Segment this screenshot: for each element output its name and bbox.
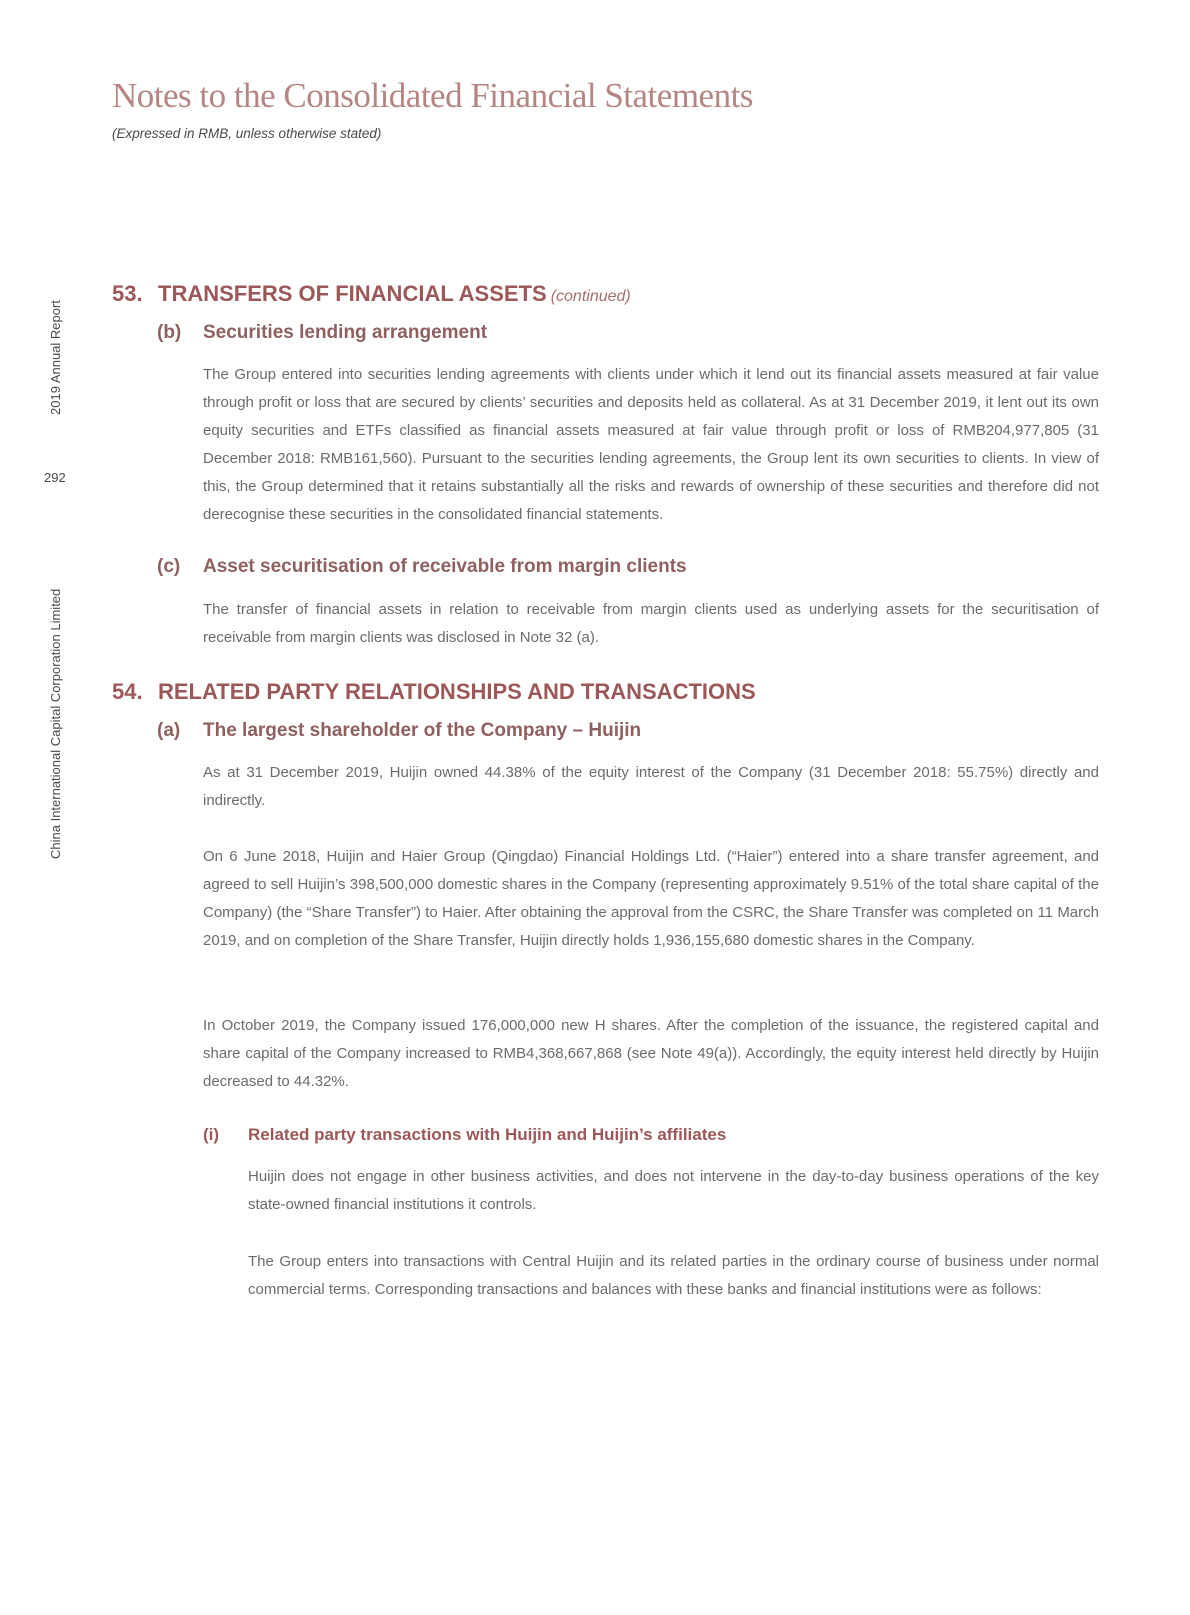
section-54-number: 54. [112,679,143,704]
page-subtitle: (Expressed in RMB, unless otherwise stated) [112,126,382,141]
page-number: 292 [44,470,66,485]
section-54ai-heading [203,1125,726,1145]
section-54a-paragraph-2: On 6 June 2018, Huijin and Haier Group (Qingdao) Financial Holdings Ltd. (“Haier”) entered into a share transfer agreement, and agreed to sell Huijin’s 398,500,000 domestic shares in the Company (representing approximately 9.51% of the total share capital of the Company) (the “Share Transfer”) to Haier. After obtaining the approval from the CSRC, the Share Transfer was completed on 11 March 2019, and on completion of the Share Transfer, Huijin directly holds 1,936,155,680 domestic shares in the Company. [203,848,1099,949]
section-54a-title: The largest shareholder of the Company – Huijin [203,720,642,741]
sidebar-company-name: China International Capital Corporation Limited [48,588,63,859]
section-54a-label: (a) [157,720,181,741]
sidebar-report-year: 2019 Annual Report [48,300,63,415]
section-54ai-title: Related party transactions with Huijin and Huijin’s affiliates [248,1125,727,1144]
section-53-number: 53. [112,281,143,306]
section-54ai-paragraph-2: The Group enters into transactions with Central Huijin and its related parties in the ordinary course of business under normal commercial terms. Corresponding transactions and balances with these banks and financial institutions were as follows: [248,1253,1099,1298]
section-54-title: RELATED PARTY RELATIONSHIPS AND TRANSACTIONS [158,679,756,704]
section-53c-title: Asset securitisation of receivable from margin clients [203,556,687,577]
section-54a-paragraph-1: As at 31 December 2019, Huijin owned 44.38% of the equity interest of the Company (31 December 2018: 55.75%) directly and indirectly. [203,764,1099,809]
section-53-heading [112,281,631,307]
section-53b-title: Securities lending arrangement [203,322,488,343]
section-54-heading [112,679,756,705]
section-54a-paragraph-3: In October 2019, the Company issued 176,000,000 new H shares. After the completion of the issuance, the registered capital and share capital of the Company increased to RMB4,368,667,868 (see Note 49(a)). Accordingly, the equity interest held directly by Huijin decreased to 44.32%. [203,1017,1099,1090]
section-54a-heading [157,720,641,742]
section-54ai-paragraph-1: Huijin does not engage in other business activities, and does not intervene in the day-to-day business operations of the key state-owned financial institutions it controls. [248,1168,1099,1213]
section-53c-paragraph: The transfer of financial assets in relation to receivable from margin clients used as underlying assets for the securitisation of receivable from margin clients was disclosed in Note 32 (a). [203,601,1099,646]
section-54ai-label: (i) [203,1125,220,1144]
section-53b-paragraph: The Group entered into securities lending agreements with clients under which it lend out its financial assets measured at fair value through profit or loss that are secured by clients’ securities and deposits held as collateral. As at 31 December 2019, it lent out its own equity securities and ETFs classified as financial assets measured at fair value through profit or loss of RMB204,977,805 (31 December 2018: RMB161,560). Pursuant to the securities lending agreements, the Group lent its own securities to clients. In view of this, the Group determined that it retains substantially all the risks and rewards of ownership of these securities and therefore did not derecognise these securities in the consolidated financial statements. [203,366,1099,523]
section-53c-heading [157,556,687,578]
section-53c-label: (c) [157,556,181,577]
section-53-title: TRANSFERS OF FINANCIAL ASSETS [158,281,547,306]
section-53-continued: (continued) [550,288,631,305]
section-53b-label: (b) [157,322,182,343]
section-53b-heading [157,322,487,344]
page-title: Notes to the Consolidated Financial Statements [112,76,753,115]
